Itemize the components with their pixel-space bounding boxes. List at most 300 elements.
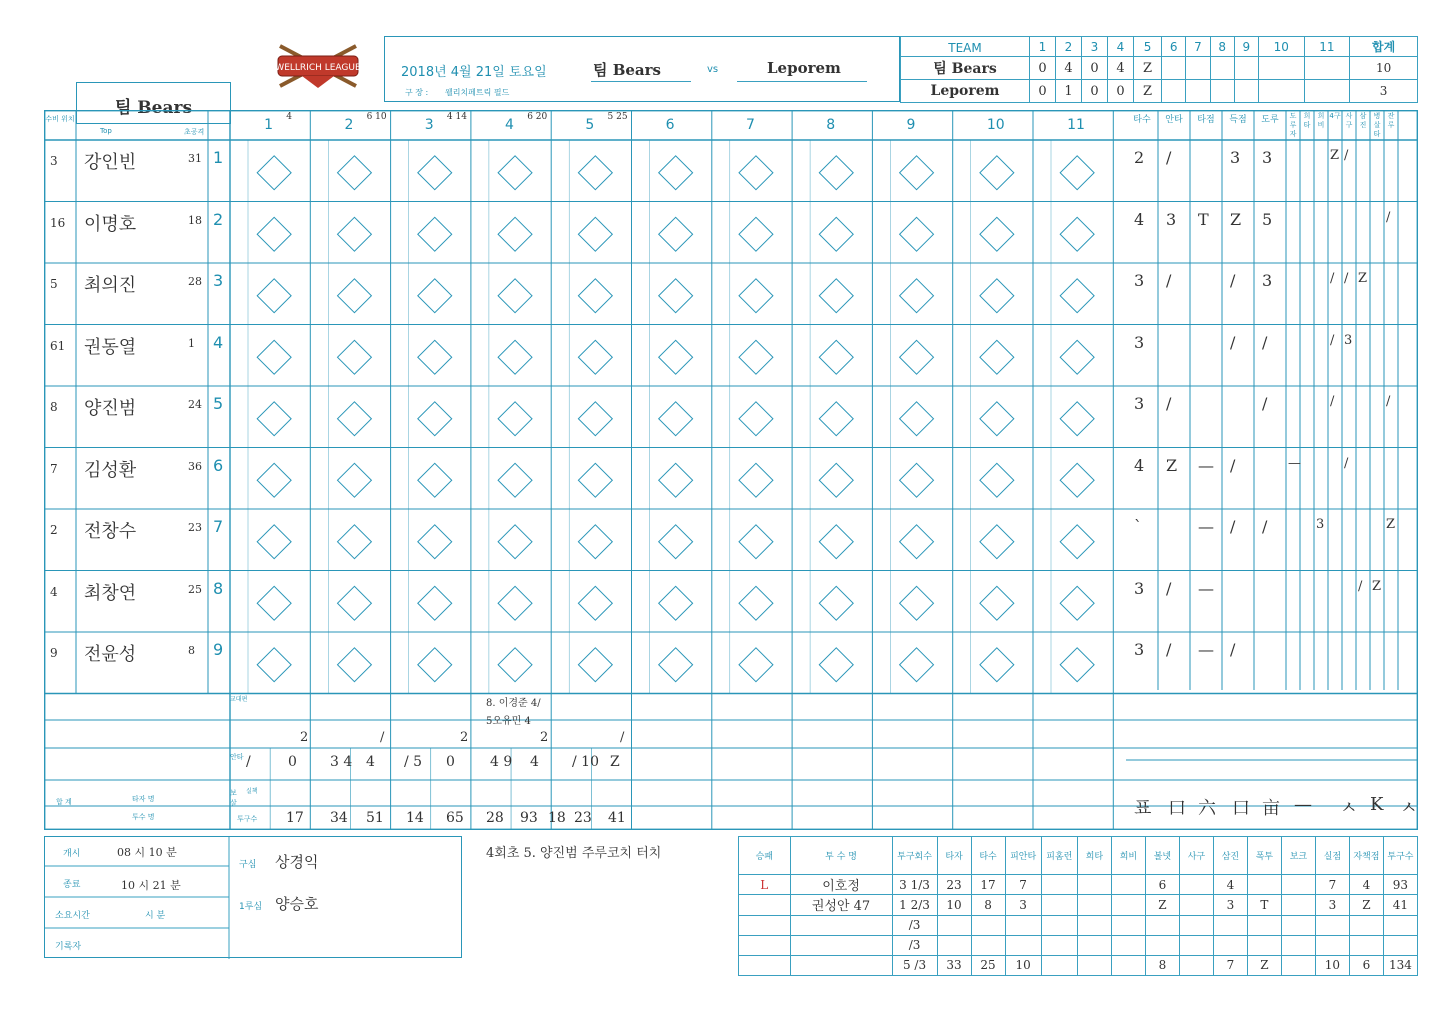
pitching-cell [739, 895, 791, 915]
inning-number: 10 [986, 117, 1005, 133]
inning-header: 10 [1258, 37, 1304, 57]
base-diamond [257, 463, 291, 497]
score-cell: 1 [1056, 80, 1082, 103]
score-cell [1258, 80, 1304, 103]
pitching-header: 사구 [1179, 837, 1213, 875]
base-diamond [498, 217, 532, 251]
base-diamond [1060, 463, 1094, 497]
base-diamond [659, 648, 693, 682]
base-diamond [980, 463, 1014, 497]
player-name: 권동열 [84, 336, 137, 358]
pitch-count: 93 [520, 810, 538, 826]
stat-header: 득점 [1229, 115, 1247, 125]
stat-header: 도루자 [1289, 112, 1297, 138]
player-stat: / [1230, 640, 1236, 659]
divider [737, 81, 867, 82]
base-diamond [739, 279, 773, 313]
pitching-header: 타자 [937, 837, 971, 875]
pitching-cell: 3 [1005, 895, 1041, 915]
inning-header: 5 [1134, 37, 1162, 57]
pitching-cell [1111, 915, 1145, 935]
player-stat: 3 [1344, 332, 1353, 348]
pitching-cell [1247, 935, 1281, 955]
pitching-header: 승패 [739, 837, 791, 875]
pitching-cell: 17 [971, 875, 1005, 895]
walk-label: 보살 [230, 789, 237, 807]
pitching-cell [1179, 935, 1213, 955]
total-header: 합계 [1350, 37, 1418, 57]
batting-order: 9 [213, 640, 224, 659]
inning-number: 4 [505, 117, 514, 133]
stat-header: 타수 [1133, 115, 1151, 125]
stat-header: 타점 [1197, 115, 1215, 125]
pitching-cell [1281, 955, 1315, 975]
total-label: 합 계 [56, 798, 72, 806]
base-diamond [257, 217, 291, 251]
game-header [384, 36, 900, 102]
base-diamond [819, 648, 853, 682]
pitching-cell [1315, 935, 1349, 955]
base-diamond [659, 217, 693, 251]
pitching-cell: 1 2/3 [892, 895, 937, 915]
base-diamond [337, 402, 371, 436]
player-number: 25 [188, 582, 202, 596]
base-diamond [739, 463, 773, 497]
pitching-cell [1077, 955, 1111, 975]
player-stat: / [1344, 455, 1349, 471]
base-diamond [980, 217, 1014, 251]
base-diamond [980, 156, 1014, 190]
base-diamond [900, 217, 934, 251]
inning-header: 9 [1234, 37, 1258, 57]
batter-name-label: 타자 명 [132, 795, 155, 803]
base-diamond [578, 463, 612, 497]
score-cell [1234, 57, 1258, 80]
player-stat: 3 [1230, 148, 1241, 167]
base-diamond [418, 340, 452, 374]
player-name: 강인빈 [84, 152, 137, 173]
base-diamond [578, 340, 612, 374]
player-position: 3 [50, 154, 58, 168]
player-stat: 3 [1134, 332, 1145, 352]
base-diamond [819, 279, 853, 313]
pitching-header: 피안타 [1005, 837, 1041, 875]
player-stat: — [1288, 455, 1301, 471]
base-diamond [900, 525, 934, 559]
divider [591, 81, 691, 82]
pitching-header: 희타 [1077, 837, 1111, 875]
away-team-name: Leporem [767, 59, 841, 77]
player-stat: 3 [1134, 640, 1145, 659]
pitching-header: 자책점 [1349, 837, 1383, 875]
pitching-cell: /3 [892, 915, 937, 935]
batting-order: 8 [213, 578, 224, 598]
player-stat: / [1262, 332, 1268, 352]
stadium-name: 웰리치페트릭 필드 [445, 88, 510, 97]
pitch-count: 51 [366, 810, 384, 826]
pitching-cell [1145, 915, 1179, 935]
player-position: 7 [50, 461, 58, 476]
player-stat: 4 [1134, 455, 1145, 475]
base-diamond [819, 402, 853, 436]
player-stat: Z [1386, 517, 1396, 532]
base-diamond [1060, 586, 1094, 620]
base-diamond [819, 340, 853, 374]
player-stat: / [1344, 148, 1349, 163]
pitching-cell: 7 [1213, 955, 1247, 975]
inning-run-mark: 6 10 [366, 112, 387, 122]
base-diamond [337, 463, 371, 497]
line-team-name: 팀 Bears [901, 57, 1030, 80]
player-stat: — [1198, 640, 1214, 659]
pitching-cell [1179, 895, 1213, 915]
pitching-cell [1179, 915, 1213, 935]
base-diamond [498, 279, 532, 313]
player-stat: / [1330, 332, 1335, 348]
base-diamond [659, 156, 693, 190]
stat-total: 六 [1198, 798, 1216, 819]
inning-number: 8 [826, 117, 836, 133]
base-diamond [900, 279, 934, 313]
base-diamond [739, 525, 773, 559]
pitching-cell: 6 [1349, 955, 1383, 975]
player-stat: / [1358, 578, 1363, 594]
pitching-cell: 8 [1145, 955, 1179, 975]
player-name: 이명호 [84, 213, 137, 235]
top-col-header: Top [100, 127, 112, 135]
base-diamond [418, 217, 452, 251]
pitching-cell: 3 1/3 [892, 875, 937, 895]
pitching-cell [1077, 895, 1111, 915]
player-number: 18 [188, 213, 202, 227]
pitching-cell [1041, 955, 1077, 975]
batting-order: 4 [213, 332, 224, 352]
player-stat: / [1166, 578, 1172, 598]
score-cell [1210, 57, 1234, 80]
base-diamond [980, 340, 1014, 374]
pitching-cell [1179, 875, 1213, 895]
base-diamond [980, 402, 1014, 436]
player-stat: 3 [1262, 271, 1273, 290]
pitching-cell: /3 [892, 935, 937, 955]
pitching-cell: 134 [1383, 955, 1417, 975]
pitching-cell [1005, 915, 1041, 935]
pitching-cell [1213, 915, 1247, 935]
player-stat: Z [1358, 271, 1368, 286]
score-cell [1186, 80, 1210, 103]
league-logo [272, 40, 364, 92]
player-number: 28 [188, 275, 202, 288]
player-stat: / [1386, 394, 1391, 409]
inning-run-mark: 4 [286, 112, 293, 122]
batting-order: 7 [213, 517, 224, 536]
hits-total: / 5 [404, 754, 423, 770]
player-stat: / [1166, 271, 1172, 290]
base-diamond [1060, 402, 1094, 436]
inning-header: 11 [1304, 37, 1350, 57]
base-diamond [1060, 525, 1094, 559]
pitching-cell: 6 [1145, 875, 1179, 895]
pitching-cell [1041, 915, 1077, 935]
base-diamond [900, 402, 934, 436]
player-stat: 3 [1166, 209, 1177, 229]
player-stat: Z [1166, 455, 1178, 475]
base-diamond [578, 586, 612, 620]
pitch-count: 18 [548, 810, 566, 826]
batting-order: 3 [213, 271, 224, 290]
base-diamond [578, 648, 612, 682]
pitching-row [739, 875, 1418, 895]
pitcher-name-label: 투수 명 [132, 813, 155, 821]
pitching-cell [1349, 915, 1383, 935]
score-cell: 0 [1082, 80, 1108, 103]
player-stat: / [1330, 271, 1335, 286]
stadium-label: 구 장 : [405, 88, 429, 97]
stat-total: — [1294, 794, 1312, 815]
inning-header: 7 [1186, 37, 1210, 57]
base-diamond [739, 402, 773, 436]
player-stat: ` [1134, 517, 1142, 536]
base-diamond [418, 402, 452, 436]
team-header: TEAM [901, 37, 1030, 57]
inning-number: 9 [906, 117, 916, 133]
end-label: 종료 [63, 880, 81, 890]
base-diamond [659, 402, 693, 436]
base-diamond [337, 156, 371, 190]
base-diamond [1060, 156, 1094, 190]
pitching-cell: 3 [1315, 895, 1349, 915]
player-stat: / [1230, 271, 1236, 290]
base-diamond [659, 525, 693, 559]
base-diamond [418, 586, 452, 620]
stat-total: K [1370, 794, 1384, 815]
player-name: 최창연 [84, 582, 137, 604]
player-stat: Z [1330, 148, 1340, 163]
score-cell: 0 [1030, 80, 1056, 103]
inning-number: 3 [424, 117, 434, 133]
player-stat: / [1262, 394, 1268, 413]
hits-total: 4 [366, 754, 375, 770]
base-diamond [257, 340, 291, 374]
base-diamond [578, 279, 612, 313]
base-umpire-label: 1루심 [239, 902, 263, 912]
player-number: 36 [188, 459, 202, 473]
base-diamond [578, 402, 612, 436]
player-stat: — [1198, 578, 1214, 598]
inning-number: 7 [745, 117, 755, 133]
pitching-cell [1145, 935, 1179, 955]
base-diamond [257, 525, 291, 559]
player-number: 8 [188, 644, 195, 657]
pitching-cell [739, 955, 791, 975]
base-diamond [659, 463, 693, 497]
stat-total: 口 [1232, 798, 1250, 819]
pitching-cell [790, 955, 892, 975]
player-stat: 5 [1262, 209, 1273, 229]
base-diamond [900, 156, 934, 190]
left-on-base: / [620, 730, 625, 745]
pitching-header: 투구수 [1383, 837, 1417, 875]
score-cell: 0 [1030, 57, 1056, 80]
pitching-cell: 25 [971, 955, 1005, 975]
base-diamond [819, 525, 853, 559]
pitching-cell: 4 [1213, 875, 1247, 895]
pitching-cell: Z [1247, 955, 1281, 975]
pitching-cell [1111, 895, 1145, 915]
pitching-cell: 4 [1349, 875, 1383, 895]
base-diamond [819, 217, 853, 251]
inning-header: 6 [1162, 37, 1186, 57]
score-cell [1186, 57, 1210, 80]
inning-header: 8 [1210, 37, 1234, 57]
pitching-cell: 권성안 47 [790, 895, 892, 915]
substitution-label: 교대편 [230, 696, 248, 703]
base-diamond [659, 279, 693, 313]
base-diamond [739, 586, 773, 620]
base-diamond [498, 463, 532, 497]
pitching-header: 투 수 명 [790, 837, 892, 875]
base-diamond [739, 340, 773, 374]
stat-header: 도루 [1261, 115, 1279, 125]
pitching-cell [937, 935, 971, 955]
pitching-cell [1281, 895, 1315, 915]
pitching-table [738, 836, 1418, 976]
stat-total: 표 [1134, 798, 1152, 819]
game-info-lines [45, 837, 463, 959]
end-time: 10 시 21 분 [121, 879, 181, 892]
base-diamond [980, 525, 1014, 559]
base-diamond [739, 648, 773, 682]
pitch-count: 28 [486, 810, 504, 826]
inning-number: 6 [665, 117, 675, 133]
pitching-cell [1383, 935, 1417, 955]
pitching-header: 볼넷 [1145, 837, 1179, 875]
pitching-cell [1111, 955, 1145, 975]
player-stat: 4 [1134, 209, 1145, 229]
player-position: 4 [50, 584, 58, 599]
pitching-row [739, 955, 1418, 975]
pitching-cell [1077, 875, 1111, 895]
base-diamond [257, 586, 291, 620]
score-cell: Z [1134, 80, 1162, 103]
player-stat: 3 [1134, 578, 1145, 598]
inning-header: 1 [1030, 37, 1056, 57]
pitching-cell [1349, 935, 1383, 955]
inning-header: 4 [1108, 37, 1134, 57]
pitching-cell: 41 [1383, 895, 1417, 915]
stat-total: 亩 [1262, 798, 1280, 819]
base-diamond [498, 156, 532, 190]
player-name: 전창수 [84, 521, 137, 542]
stat-header: 잔루 [1387, 112, 1395, 129]
base-diamond [1060, 340, 1094, 374]
hits-total: / [246, 754, 251, 770]
umpire-name: 상경익 [275, 853, 319, 871]
line-team-name: Leporem [901, 80, 1030, 103]
pitching-cell [1041, 895, 1077, 915]
pitching-cell: 이호정 [790, 875, 892, 895]
score-cell: 0 [1082, 57, 1108, 80]
player-name: 김성환 [84, 459, 137, 481]
player-name: 전윤성 [84, 644, 137, 665]
base-diamond [900, 648, 934, 682]
game-date: 2018년 4월 21일 토요일 [401, 65, 547, 80]
hits-total: 0 [288, 754, 297, 770]
score-cell [1162, 80, 1186, 103]
pitching-cell [739, 935, 791, 955]
pitching-grid [738, 836, 1418, 976]
pitching-header: 희비 [1111, 837, 1145, 875]
player-stat: — [1198, 517, 1214, 536]
player-stat: 3 [1316, 517, 1325, 532]
pitch-count: 23 [574, 810, 592, 826]
base-diamond [980, 279, 1014, 313]
base-diamond [1060, 217, 1094, 251]
pitch-count: 65 [446, 810, 464, 826]
stat-header: 안타 [1165, 115, 1183, 125]
player-position: 8 [50, 400, 58, 414]
base-diamond [819, 586, 853, 620]
pitching-cell [971, 915, 1005, 935]
pitching-cell: 23 [937, 875, 971, 895]
base-diamond [980, 586, 1014, 620]
pitching-cell: 8 [971, 895, 1005, 915]
pitching-cell [1281, 915, 1315, 935]
base-diamond [498, 402, 532, 436]
base-diamond [418, 648, 452, 682]
score-cell [1162, 57, 1186, 80]
base-diamond [1060, 648, 1094, 682]
batting-order: 6 [213, 455, 224, 475]
player-stat: 2 [1134, 148, 1145, 167]
base-diamond [257, 402, 291, 436]
player-stat: / [1230, 455, 1236, 475]
pitching-cell [790, 935, 892, 955]
player-position: 9 [50, 646, 58, 660]
pitching-cell: 93 [1383, 875, 1417, 895]
player-position: 2 [50, 523, 58, 537]
hits-total: 3 4 [330, 754, 353, 770]
pitch-count: 41 [608, 810, 626, 826]
base-diamond [498, 340, 532, 374]
hits-total: Z [610, 754, 620, 770]
player-name: 최의진 [84, 275, 137, 296]
umpire-label: 구심 [239, 860, 257, 870]
pitching-cell [1281, 875, 1315, 895]
game-info-box [44, 836, 462, 958]
player-stat: / [1230, 517, 1236, 536]
pitching-cell [1111, 935, 1145, 955]
pitching-header: 실점 [1315, 837, 1349, 875]
hits-label: 안타 [230, 753, 244, 761]
player-stat: / [1166, 148, 1172, 167]
base-diamond [900, 463, 934, 497]
recorder-label: 기록자 [55, 942, 82, 952]
base-diamond [257, 648, 291, 682]
vs-label: vs [707, 64, 719, 75]
pitching-header: 보크 [1281, 837, 1315, 875]
player-stat: / [1386, 209, 1391, 225]
player-stat: / [1166, 640, 1172, 659]
player-stat: — [1198, 455, 1214, 475]
player-number: 31 [188, 152, 202, 165]
pitching-cell: Z [1145, 895, 1179, 915]
base-diamond [337, 525, 371, 559]
batting-order: 5 [213, 394, 224, 413]
pitching-cell [1111, 875, 1145, 895]
left-on-base: 2 [300, 730, 309, 745]
pitch-count: 34 [330, 810, 348, 826]
